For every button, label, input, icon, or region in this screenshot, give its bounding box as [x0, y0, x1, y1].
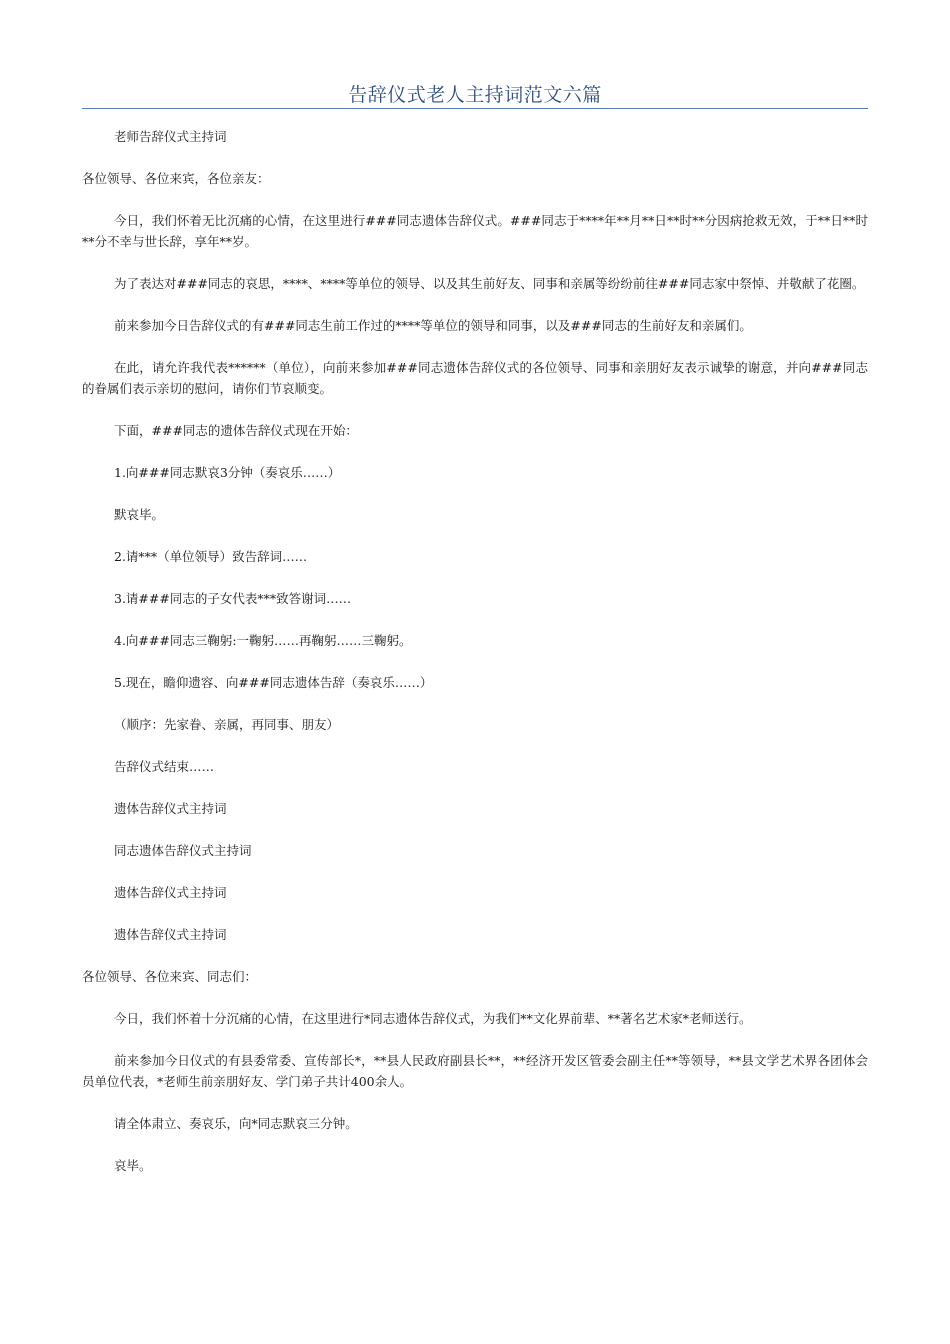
- paragraph: 默哀毕。: [114, 507, 165, 522]
- title-divider: [82, 108, 868, 109]
- paragraph: 各位领导、各位来宾，各位亲友：: [82, 171, 270, 186]
- page-title: 告辞仪式老人主持词范文六篇: [348, 84, 602, 106]
- document-body: [82, 126, 868, 1197]
- paragraph: 前来参加今日仪式的有县委常委、宣传部长*，**县人民政府副县长**，**经济开发区管委会副主任**等领导，**县文学艺术界各团体会员单位代表，*老师生前亲朋好友、学门弟子共计400余人。: [82, 1053, 868, 1089]
- list-item: 3.请###同志的子女代表***致答谢词……: [114, 591, 352, 606]
- paragraph: 下面，###同志的遗体告辞仪式现在开始：: [114, 423, 358, 438]
- paragraph: （顺序：先家眷、亲属，再同事、朋友）: [114, 717, 340, 732]
- list-item: 4.向###同志三鞠躬:一鞠躬……再鞠躬……三鞠躬。: [114, 633, 412, 648]
- list-item: 5.现在，瞻仰遗容、向###同志遗体告辞（奏哀乐……）: [114, 675, 433, 690]
- paragraph: 在此，请允许我代表******（单位），向前来参加###同志遗体告辞仪式的各位领导、同事和亲朋好友表示诚挚的谢意，并向###同志的眷属们表示亲切的慰问，请你们节哀顺变。: [82, 360, 868, 396]
- paragraph: 哀毕。: [114, 1158, 152, 1173]
- paragraph: 各位领导、各位来宾、同志们：: [82, 969, 258, 984]
- paragraph: 请全体肃立、奏哀乐，向*同志默哀三分钟。: [114, 1116, 358, 1131]
- section-heading: 遗体告辞仪式主持词: [114, 801, 227, 816]
- paragraph: 今日，我们怀着无比沉痛的心情，在这里进行###同志遗体告辞仪式。###同志于****年**月**日**时**分因病抢救无效，于**日**时**分不幸与世长辞，享年**岁。: [82, 213, 868, 249]
- paragraph: 为了表达对###同志的哀思，****、****等单位的领导、以及其生前好友、同事和亲属等纷纷前往###同志家中祭悼、并敬献了花圈。: [114, 276, 865, 291]
- list-item: 2.请***（单位领导）致告辞词……: [114, 549, 308, 564]
- paragraph: 今日，我们怀着十分沉痛的心情，在这里进行*同志遗体告辞仪式，为我们**文化界前辈、**著名艺术家*老师送行。: [114, 1011, 752, 1026]
- paragraph: 告辞仪式结束……: [114, 759, 215, 774]
- section-heading: 遗体告辞仪式主持词: [114, 885, 227, 900]
- list-item: 1.向###同志默哀3分钟（奏哀乐……）: [114, 465, 341, 480]
- paragraph: 前来参加今日告辞仪式的有###同志生前工作过的****等单位的领导和同事，以及###同志的生前好友和亲属们。: [114, 318, 752, 333]
- section-heading: 同志遗体告辞仪式主持词: [114, 843, 252, 858]
- section-heading: 遗体告辞仪式主持词: [114, 927, 227, 942]
- paragraph: 老师告辞仪式主持词: [114, 129, 227, 144]
